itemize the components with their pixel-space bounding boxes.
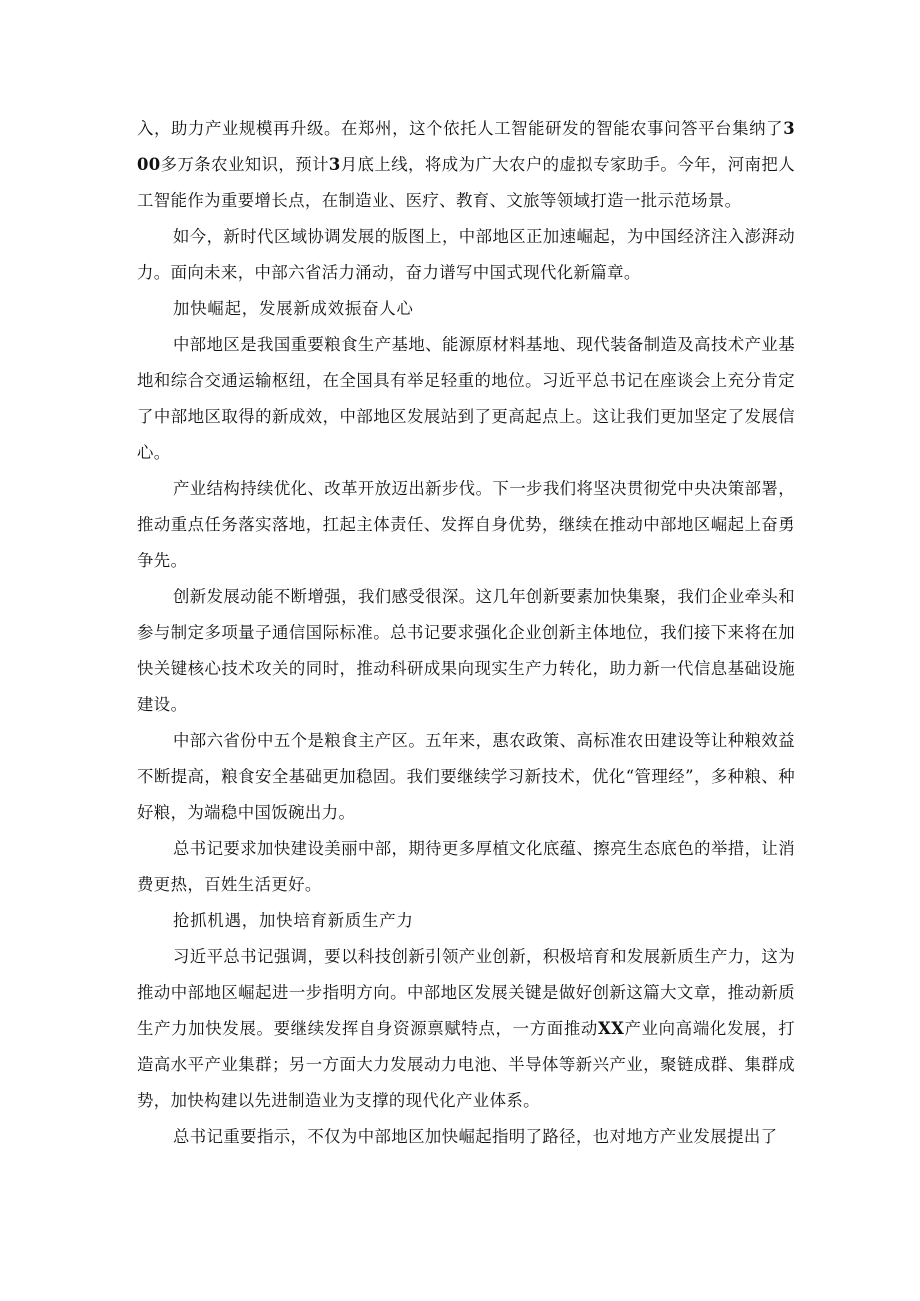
paragraph: 总书记重要指示，不仅为中部地区加快崛起指明了路径，也对地方产业发展提出了 xyxy=(173,1127,778,1146)
text-segment: 多万条农业知识，预计 xyxy=(160,155,329,174)
section-heading: 抢抓机遇，加快培育新质生产力 xyxy=(173,911,414,930)
text-segment: 月底上线，将成为广大农户的虚拟专家助手。今年，河南把人工智能作为重要增长点，在制造业、医疗、教育、文旅等领域打造一批示范场景。 xyxy=(137,155,795,210)
text-segment: 习近平总书记强调，要以科技创新引领产业创新，积极培育和发展新质生产力，这为推动中部地区崛起进一步指明方向。中部地区发展关键是做好创新这篇大文章，推动新质生产力加快发展。要继续发挥自身资源禀赋特点，一方面推动 xyxy=(137,947,795,1038)
text-segment: 入，助力产业规模再升级。在郑州，这个依托人工智能研发的智能农事问答平台集纳了 xyxy=(137,119,784,138)
paragraph: 总书记要求加快建设美丽中部，期待更多厚植文化底蕴、擦亮生态底色的举措，让消费更热，百姓生活更好。 xyxy=(137,839,795,894)
paragraph: 中部六省份中五个是粮食主产区。五年来，惠农政策、高标准农田建设等让种粮效益不断提高，粮食安全基础更加稳固。我们要继续学习新技术，优化“管理经”，多种粮、种好粮，为端稳中国饭碗出力。 xyxy=(137,731,795,822)
paragraph: 中部地区是我国重要粮食生产基地、能源原材料基地、现代装备制造及高技术产业基地和综合交通运输枢纽，在全国具有举足轻重的地位。习近平总书记在座谈会上充分肯定了中部地区取得的新成效，中部地区发展站到了更高起点上。这让我们更加坚定了发展信心。 xyxy=(137,335,795,462)
bold-number: 3 xyxy=(328,155,341,174)
paragraph xyxy=(137,939,795,1119)
section-heading: 加快崛起，发展新成效振奋人心 xyxy=(173,299,414,318)
text-segment: 产业向高端化发展，打造高水平产业集群；另一方面大力发展动力电池、半导体等新兴产业，聚链成群、集群成势，加快构建以先进制造业为支撑的现代化产业体系。 xyxy=(137,1019,795,1110)
document-body xyxy=(137,111,795,1155)
paragraph: 创新发展动能不断增强，我们感受很深。这几年创新要素加快集聚，我们企业牵头和参与制定多项量子通信国际标准。总书记要求强化企业创新主体地位，我们接下来将在加快关键核心技术攻关的同时，推动科研成果向现实生产力转化，助力新一代信息基础设施建设。 xyxy=(137,587,795,714)
bold-number: 300 xyxy=(137,119,795,174)
bold-text: XX xyxy=(598,1019,625,1038)
paragraph: 如今，新时代区域协调发展的版图上，中部地区正加速崛起，为中国经济注入澎湃动力。面向未来，中部六省活力涌动，奋力谱写中国式现代化新篇章。 xyxy=(137,227,795,282)
paragraph: 产业结构持续优化、改革开放迈出新步伐。下一步我们将坚决贯彻党中央决策部署，推动重点任务落实落地，扛起主体责任、发挥自身优势，继续在推动中部地区崛起上奋勇争先。 xyxy=(137,479,795,570)
paragraph-continuation xyxy=(137,111,795,219)
